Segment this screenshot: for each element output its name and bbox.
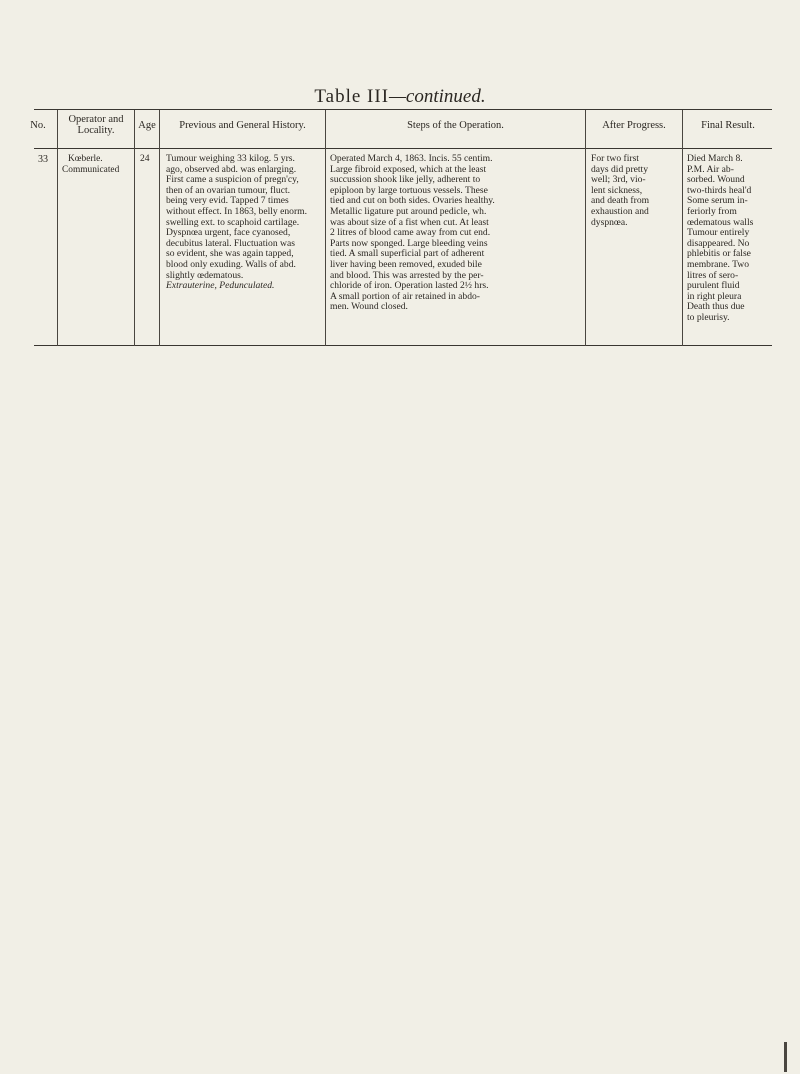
progress-cell [591,154,679,228]
history-line: slightly œdematous. [166,269,244,281]
header-no: No. [30,120,46,131]
result-line: litres of sero- [687,269,739,281]
history-line: Dyspnœa urgent, face cyanosed, [166,227,291,239]
progress-line: days did pretty [591,163,649,175]
result-line: purulent fluid [687,280,740,292]
header-age: Age [138,120,156,131]
result-line: Tumour entirely [687,227,750,239]
header-operator-line2: Locality. [77,125,115,136]
column-divider [585,110,586,346]
column-divider [57,110,58,346]
progress-line: lent sickness, [591,184,643,196]
result-line: sorbed. Wound [687,174,745,186]
history-line: decubitus lateral. Fluctuation was [166,237,295,249]
result-line: P.M. Air ab- [687,163,734,175]
steps-line: Operated March 4, 1863. Incis. 55 centim. [330,153,493,164]
progress-line: For two first [591,153,639,164]
steps-line: liver having been removed, exuded bile [330,258,482,270]
table-title-continued: —continued. [389,86,486,107]
history-line: ago, observed abd. was enlarging. [166,163,297,175]
result-line: œdematous walls [687,216,754,228]
history-line: being very evid. Tapped 7 times [166,195,289,207]
steps-line: tied and cut on both sides. Ovaries healthy. [330,195,495,207]
column-divider [682,110,683,346]
result-line: Some serum in- [687,195,748,207]
steps-line: succussion shook like jelly, adherent to [330,174,481,186]
header-bottom-rule [34,148,772,149]
header-steps: Steps of the Operation. [407,120,504,131]
table-title [0,86,800,108]
steps-line: men. Wound closed. [330,301,408,313]
result-line: disappeared. No [687,237,750,249]
steps-line: chloride of iron. Operation lasted 2½ hrs. [330,280,489,292]
steps-line: tied. A small superficial part of adherent [330,248,485,260]
age-cell: 24 [140,153,150,164]
history-line: Tumour weighing 33 kilog. 5 yrs. [166,153,295,164]
steps-cell [330,154,580,313]
header-progress: After Progress. [602,120,666,131]
steps-line: Parts now sponged. Large bleeding veins [330,237,488,249]
steps-line: Metallic ligature put around pedicle, wh. [330,205,487,217]
result-line: phlebitis or false [687,248,751,260]
column-divider [159,110,160,346]
header-top-rule [34,109,772,110]
history-line: blood only exuding. Walls of abd. [166,258,296,270]
column-divider [325,110,326,346]
header-operator-line1: Operator and [68,114,124,125]
progress-line: well; 3rd, vio- [591,174,646,186]
result-line: two-thirds heal'd [687,184,752,196]
history-line: Extrauterine, Pedunculated. [166,280,275,292]
result-cell [687,154,773,324]
progress-line: and death from [591,195,650,207]
result-line: to pleurisy. [687,311,730,323]
table-bottom-rule [34,345,772,346]
history-line: without effect. In 1863, belly enorm. [166,205,308,217]
column-divider [134,110,135,346]
steps-line: Large fibroid exposed, which at the least [330,163,487,175]
row-number: 33 [38,154,48,165]
history-line: then of an ovarian tumour, fluct. [166,184,291,196]
history-line: swelling ext. to scaphoid cartilage. [166,216,300,228]
operator-name: Kœberle. [68,154,103,164]
result-line: Died March 8. [687,153,743,164]
result-line: feriorly from [687,205,737,217]
header-result: Final Result. [701,120,755,131]
operator-cell [62,154,134,175]
result-line: Death thus due [687,301,745,313]
progress-line: exhaustion and [591,205,649,217]
history-line: First came a suspicion of pregn'cy, [166,174,299,186]
history-line: so evident, she was again tapped, [166,248,294,260]
steps-line: epiploon by large tortuous vessels. These [330,184,488,196]
table-title-main: Table III [314,86,390,107]
header-history: Previous and General History. [179,120,306,131]
steps-line: A small portion of air retained in abdo- [330,290,480,302]
result-line: membrane. Two [687,258,750,270]
steps-line: was about size of a fist when cut. At least [330,216,489,228]
page-edge-mark [784,1042,787,1072]
header-operator [58,114,134,136]
steps-line: 2 litres of blood came away from cut end. [330,227,491,239]
history-cell [166,154,318,292]
progress-line: dyspnœa. [591,216,628,228]
operator-locality: Communicated [62,164,120,175]
result-line: in right pleura [687,290,742,302]
steps-line: and blood. This was arrested by the per- [330,269,484,281]
